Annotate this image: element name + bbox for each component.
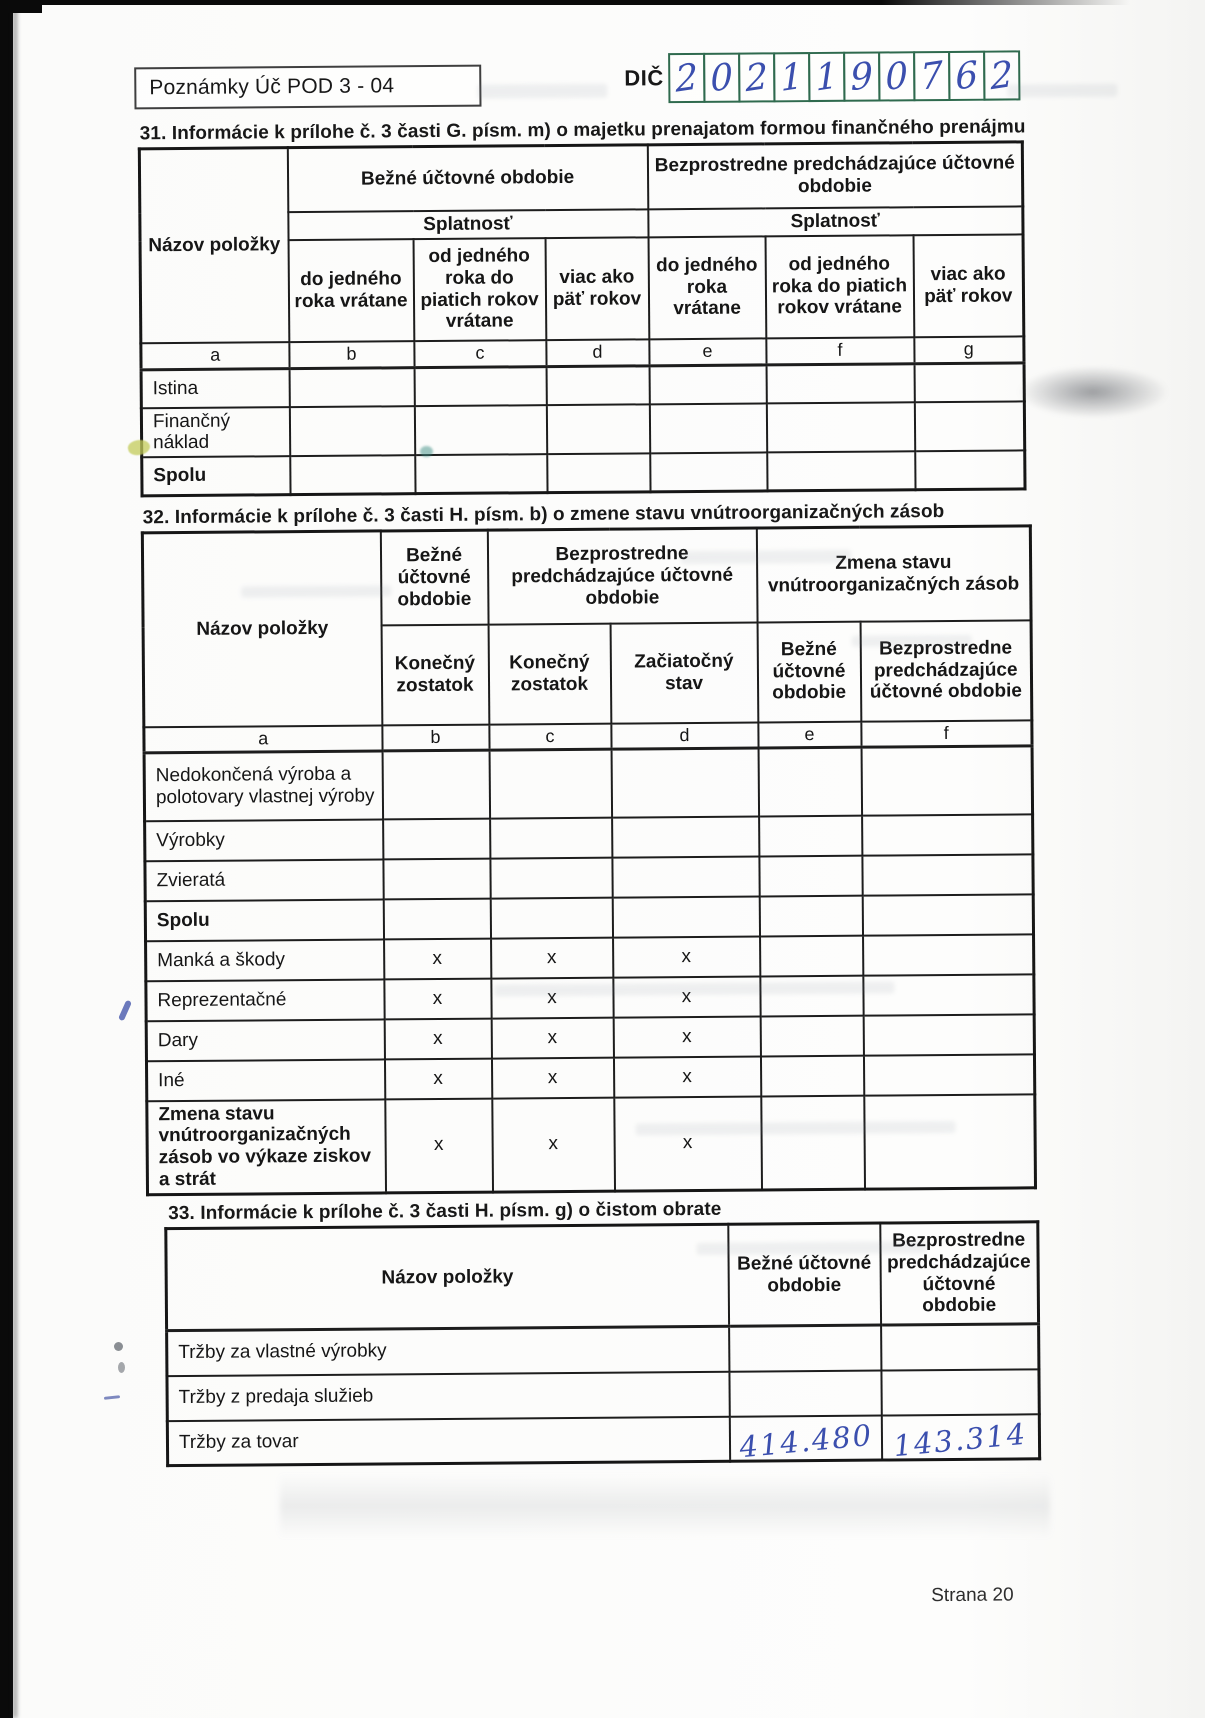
- t32-cell: x: [492, 1097, 615, 1192]
- t32-row-label: Manká a škody: [146, 939, 384, 981]
- dic-digit-cell: [948, 51, 985, 101]
- table-32-zmena-stavu-zasob: [141, 524, 1037, 1196]
- table-row: [167, 1324, 1039, 1376]
- t32-cell: [862, 854, 1033, 895]
- t32-cell: [490, 897, 612, 938]
- t32-cell: [612, 896, 759, 937]
- t33-row-label: Tržby za tovar: [167, 1416, 729, 1465]
- t32-subheader-bezne-obdobie: Bežné účtovné obdobie: [757, 621, 861, 722]
- t31-header-splatnost-2: Splatnosť: [648, 206, 1023, 237]
- t33-header-predchadzajuce-obdobie: Bezprostredne predchádzajúce účtovné obdobie: [880, 1222, 1039, 1325]
- scan-edge-corner: [0, 0, 42, 13]
- t31-letter: e: [649, 338, 766, 366]
- scan-edge-left: [0, 0, 13, 1718]
- t32-cell: [760, 1055, 863, 1096]
- t33-row-label: Tržby z predaja služieb: [167, 1371, 729, 1420]
- t33-cell-previous: [881, 1414, 1039, 1464]
- dic-digit: 0: [884, 54, 910, 99]
- t31-letter: a: [141, 342, 289, 370]
- t31-letter: c: [414, 340, 546, 368]
- t32-cell: [760, 935, 863, 976]
- t31-row-label: Finančný náklad: [141, 407, 289, 458]
- t32-cell: [383, 818, 490, 859]
- t32-row-label: Spolu: [145, 899, 383, 941]
- bleedthrough-smudge: [696, 1241, 926, 1255]
- t32-header-predchadzajuce-obdobie: Bezprostredne predchádzajúce účtovné obdobie: [487, 528, 757, 624]
- pencil-dot: [114, 1342, 123, 1351]
- t31-header-splatnost-1: Splatnosť: [288, 209, 648, 240]
- bleedthrough-smudge: [1007, 84, 1117, 98]
- t32-header-zmena-stavu: Zmena stavu vnútroorganizačných zásob: [756, 526, 1031, 622]
- t32-row-label: Reprezentačné: [146, 979, 384, 1021]
- t32-cell: [759, 855, 862, 896]
- t31-subcol-b: do jedného roka vrátane: [288, 239, 414, 342]
- table-row: [146, 1054, 1034, 1101]
- t32-cell: x: [613, 1016, 760, 1057]
- table-row: [145, 894, 1033, 941]
- t32-row-label: Iné: [146, 1059, 384, 1101]
- t32-cell: [490, 817, 612, 858]
- t32-cell: x: [491, 1057, 613, 1098]
- section-32-title: 32. Informácie k prílohe č. 3 časti H. písm. b) o zmene stavu vnútroorganizačných zásob: [142, 501, 945, 529]
- table-row: [146, 1014, 1034, 1061]
- t32-cell: x: [491, 1017, 613, 1058]
- t31-cell: [915, 451, 1025, 490]
- t32-cell: [383, 898, 490, 939]
- t31-cell: [649, 365, 766, 404]
- t31-cell: [546, 404, 649, 454]
- dic-digit-cell: [843, 52, 880, 102]
- t32-letter: d: [611, 722, 758, 749]
- t32-cell: [863, 974, 1034, 1015]
- t32-cell: [862, 814, 1033, 855]
- t31-cell: [289, 406, 414, 457]
- table-row: [167, 1369, 1039, 1421]
- t33-header-nazov-polozky: Názov položky: [166, 1224, 729, 1330]
- table-row: [145, 854, 1033, 901]
- page-number: Strana 20: [931, 1584, 1014, 1607]
- t32-cell: [611, 748, 759, 817]
- table-33-cisty-obrat: [164, 1220, 1041, 1467]
- t31-cell: [649, 403, 766, 454]
- t32-subheader-predchadzajuce-obdobie: Bezprostredne predchádzajúce účtovné obdobie: [860, 620, 1032, 721]
- t32-cell: [760, 1015, 863, 1056]
- dic-digit: 6: [954, 53, 980, 99]
- t31-cell: [546, 366, 649, 405]
- dic-digit: 7: [919, 53, 945, 99]
- table-row: [146, 974, 1034, 1021]
- dic-digit-cell: [703, 53, 740, 103]
- t33-cell-previous: [881, 1369, 1039, 1415]
- t31-cell: [414, 367, 546, 406]
- table-31-financny-prenajom: [138, 140, 1027, 497]
- scan-shading-band: [280, 1474, 1050, 1538]
- t32-cell: x: [491, 937, 613, 978]
- t32-subheader-konecny-zostatok-1: Konečný zostatok: [381, 624, 489, 725]
- t31-cell: [766, 364, 914, 403]
- t32-cell: x: [613, 1056, 760, 1097]
- t31-letter: b: [289, 341, 414, 369]
- table-row: [144, 746, 1033, 821]
- t31-cell: [414, 405, 546, 456]
- t32-row-label: Dary: [146, 1019, 384, 1061]
- t32-row-label: Zvieratá: [145, 859, 383, 901]
- dic-digit: 1: [779, 54, 805, 100]
- t32-cell: [383, 858, 490, 899]
- t32-letter: e: [758, 721, 861, 748]
- t31-subcol-c: od jedného roka do piatich rokov vrátane: [413, 238, 546, 341]
- t32-letter: c: [489, 723, 611, 750]
- dic-digit-cell: [808, 52, 845, 102]
- t31-subcol-g: viac ako päť rokov: [913, 234, 1024, 337]
- t31-subcol-e: do jedného roka vrátane: [648, 236, 766, 339]
- dic-digit: 2: [674, 55, 700, 101]
- handwritten-value-current: 414.480: [737, 1417, 875, 1465]
- t32-cell: [758, 747, 862, 816]
- t31-subcol-d: viac ako päť rokov: [545, 237, 649, 340]
- dic-digit-boxes: [670, 50, 1020, 103]
- pencil-dot: [118, 1362, 125, 1373]
- t31-cell: [767, 451, 915, 490]
- t31-cell: [415, 454, 547, 493]
- t32-cell: x: [384, 1058, 491, 1099]
- t32-cell: [864, 1094, 1036, 1189]
- dic-digit-cell: [878, 51, 915, 101]
- dic-field: [624, 50, 1021, 103]
- t31-cell: [914, 401, 1024, 452]
- t31-letter: d: [546, 339, 649, 367]
- t32-cell: x: [384, 978, 491, 1019]
- t32-cell: [612, 856, 759, 897]
- t31-cell: [547, 454, 650, 493]
- t32-cell: x: [385, 1098, 493, 1193]
- table-row: [147, 1094, 1036, 1195]
- dic-digit: 0: [709, 55, 735, 101]
- t31-letter: g: [914, 336, 1024, 364]
- section-33-title: 33. Informácie k prílohe č. 3 časti H. písm. g) o čistom obrate: [168, 1198, 722, 1225]
- t32-cell: [490, 857, 612, 898]
- bleedthrough-smudge: [477, 84, 607, 99]
- t32-letter: b: [382, 724, 489, 751]
- t31-row-label: Istina: [141, 369, 289, 408]
- handwritten-value-previous: 143.314: [892, 1416, 1029, 1464]
- scan-edge-left-shadow: [13, 0, 17, 1718]
- t31-cell: [766, 402, 914, 453]
- t32-cell: x: [614, 1096, 762, 1191]
- table-row: [141, 401, 1024, 458]
- dic-digit-cell: [773, 52, 810, 102]
- dic-digit-cell: [913, 51, 950, 101]
- t31-header-bezne-obdobie: Bežné účtovné obdobie: [287, 145, 648, 212]
- dic-digit-cell: [738, 52, 775, 102]
- t31-header-nazov-polozky: Názov položky: [139, 148, 289, 343]
- t32-letter: a: [144, 725, 382, 753]
- table-row: [146, 934, 1034, 981]
- t33-cell-previous: [881, 1324, 1039, 1370]
- bleedthrough-smudge: [852, 635, 972, 647]
- t32-cell: [863, 934, 1034, 975]
- t32-cell: x: [384, 1018, 491, 1059]
- t33-cell-current: [729, 1370, 881, 1416]
- t32-cell: [759, 815, 862, 856]
- t32-subheader-zaciatocny-stav: Začiatočný stav: [610, 622, 758, 723]
- form-code-box: [134, 65, 481, 110]
- t32-cell: [863, 1014, 1034, 1055]
- t31-header-predchadzajuce-obdobie: Bezprostredne predchádzajúce účtovné obdobie: [647, 142, 1023, 209]
- dic-digit: 2: [744, 55, 770, 100]
- t32-cell: x: [613, 976, 760, 1017]
- bleedthrough-smudge: [635, 1121, 955, 1136]
- t33-header-bezne-obdobie: Bežné účtovné obdobie: [728, 1223, 881, 1326]
- t32-subheader-konecny-zostatok-2: Konečný zostatok: [488, 623, 611, 724]
- t31-row-label: Spolu: [142, 456, 290, 495]
- t32-cell: [382, 750, 490, 819]
- t32-cell: [761, 1095, 865, 1190]
- t32-cell: [759, 895, 862, 936]
- t32-cell: [489, 749, 612, 818]
- dic-digit-cell: [668, 53, 705, 103]
- t32-row-label: Výrobky: [145, 819, 383, 861]
- t32-cell: x: [491, 977, 613, 1018]
- t33-row-label: Tržby za vlastné výrobky: [167, 1326, 729, 1375]
- t32-row-label: Zmena stavu vnútroorganizačných zásob vo výkaze ziskov a strát: [147, 1099, 386, 1195]
- pen-mark-teal: [420, 446, 433, 457]
- t31-letter: f: [766, 337, 914, 365]
- t32-cell: [862, 894, 1033, 935]
- scan-smudge-right: [1018, 366, 1168, 418]
- t32-header-bezne-obdobie: Bežné účtovné obdobie: [380, 530, 488, 625]
- t32-cell: [612, 816, 759, 857]
- t33-cell-current: [729, 1325, 881, 1371]
- table-row: [167, 1414, 1039, 1466]
- t31-cell: [289, 368, 414, 407]
- t32-cell: [861, 746, 1033, 815]
- t32-header-nazov-polozky: Názov položky: [142, 531, 382, 727]
- dic-digit: 9: [849, 54, 875, 99]
- t31-cell: [650, 453, 767, 492]
- section-31-title: 31. Informácie k prílohe č. 3 časti G. písm. m) o majetku prenajatom formou finančného prenájmu: [139, 116, 1026, 145]
- dic-digit: 1: [814, 54, 840, 100]
- t32-letter: f: [861, 720, 1032, 747]
- t31-cell: [914, 363, 1024, 402]
- form-code-label: Poznámky Úč POD 3 - 04: [149, 74, 395, 100]
- bleedthrough-smudge: [681, 550, 851, 564]
- scan-edge-top: [0, 0, 1130, 5]
- dic-digit: 2: [989, 53, 1015, 98]
- dic-label: DIČ: [624, 65, 664, 91]
- table-row: [145, 814, 1033, 861]
- t33-cell-current: [729, 1415, 881, 1465]
- t32-row-label: Nedokončená výroba a polotovary vlastnej výroby: [144, 751, 383, 821]
- t32-cell: x: [384, 938, 491, 979]
- bleedthrough-smudge: [241, 585, 391, 597]
- table-row: [142, 451, 1025, 496]
- t32-cell: [863, 1054, 1034, 1095]
- t31-cell: [290, 455, 415, 494]
- t31-subcol-f: od jedného roka do piatich rokov vrátane: [765, 235, 914, 338]
- t32-cell: x: [613, 936, 760, 977]
